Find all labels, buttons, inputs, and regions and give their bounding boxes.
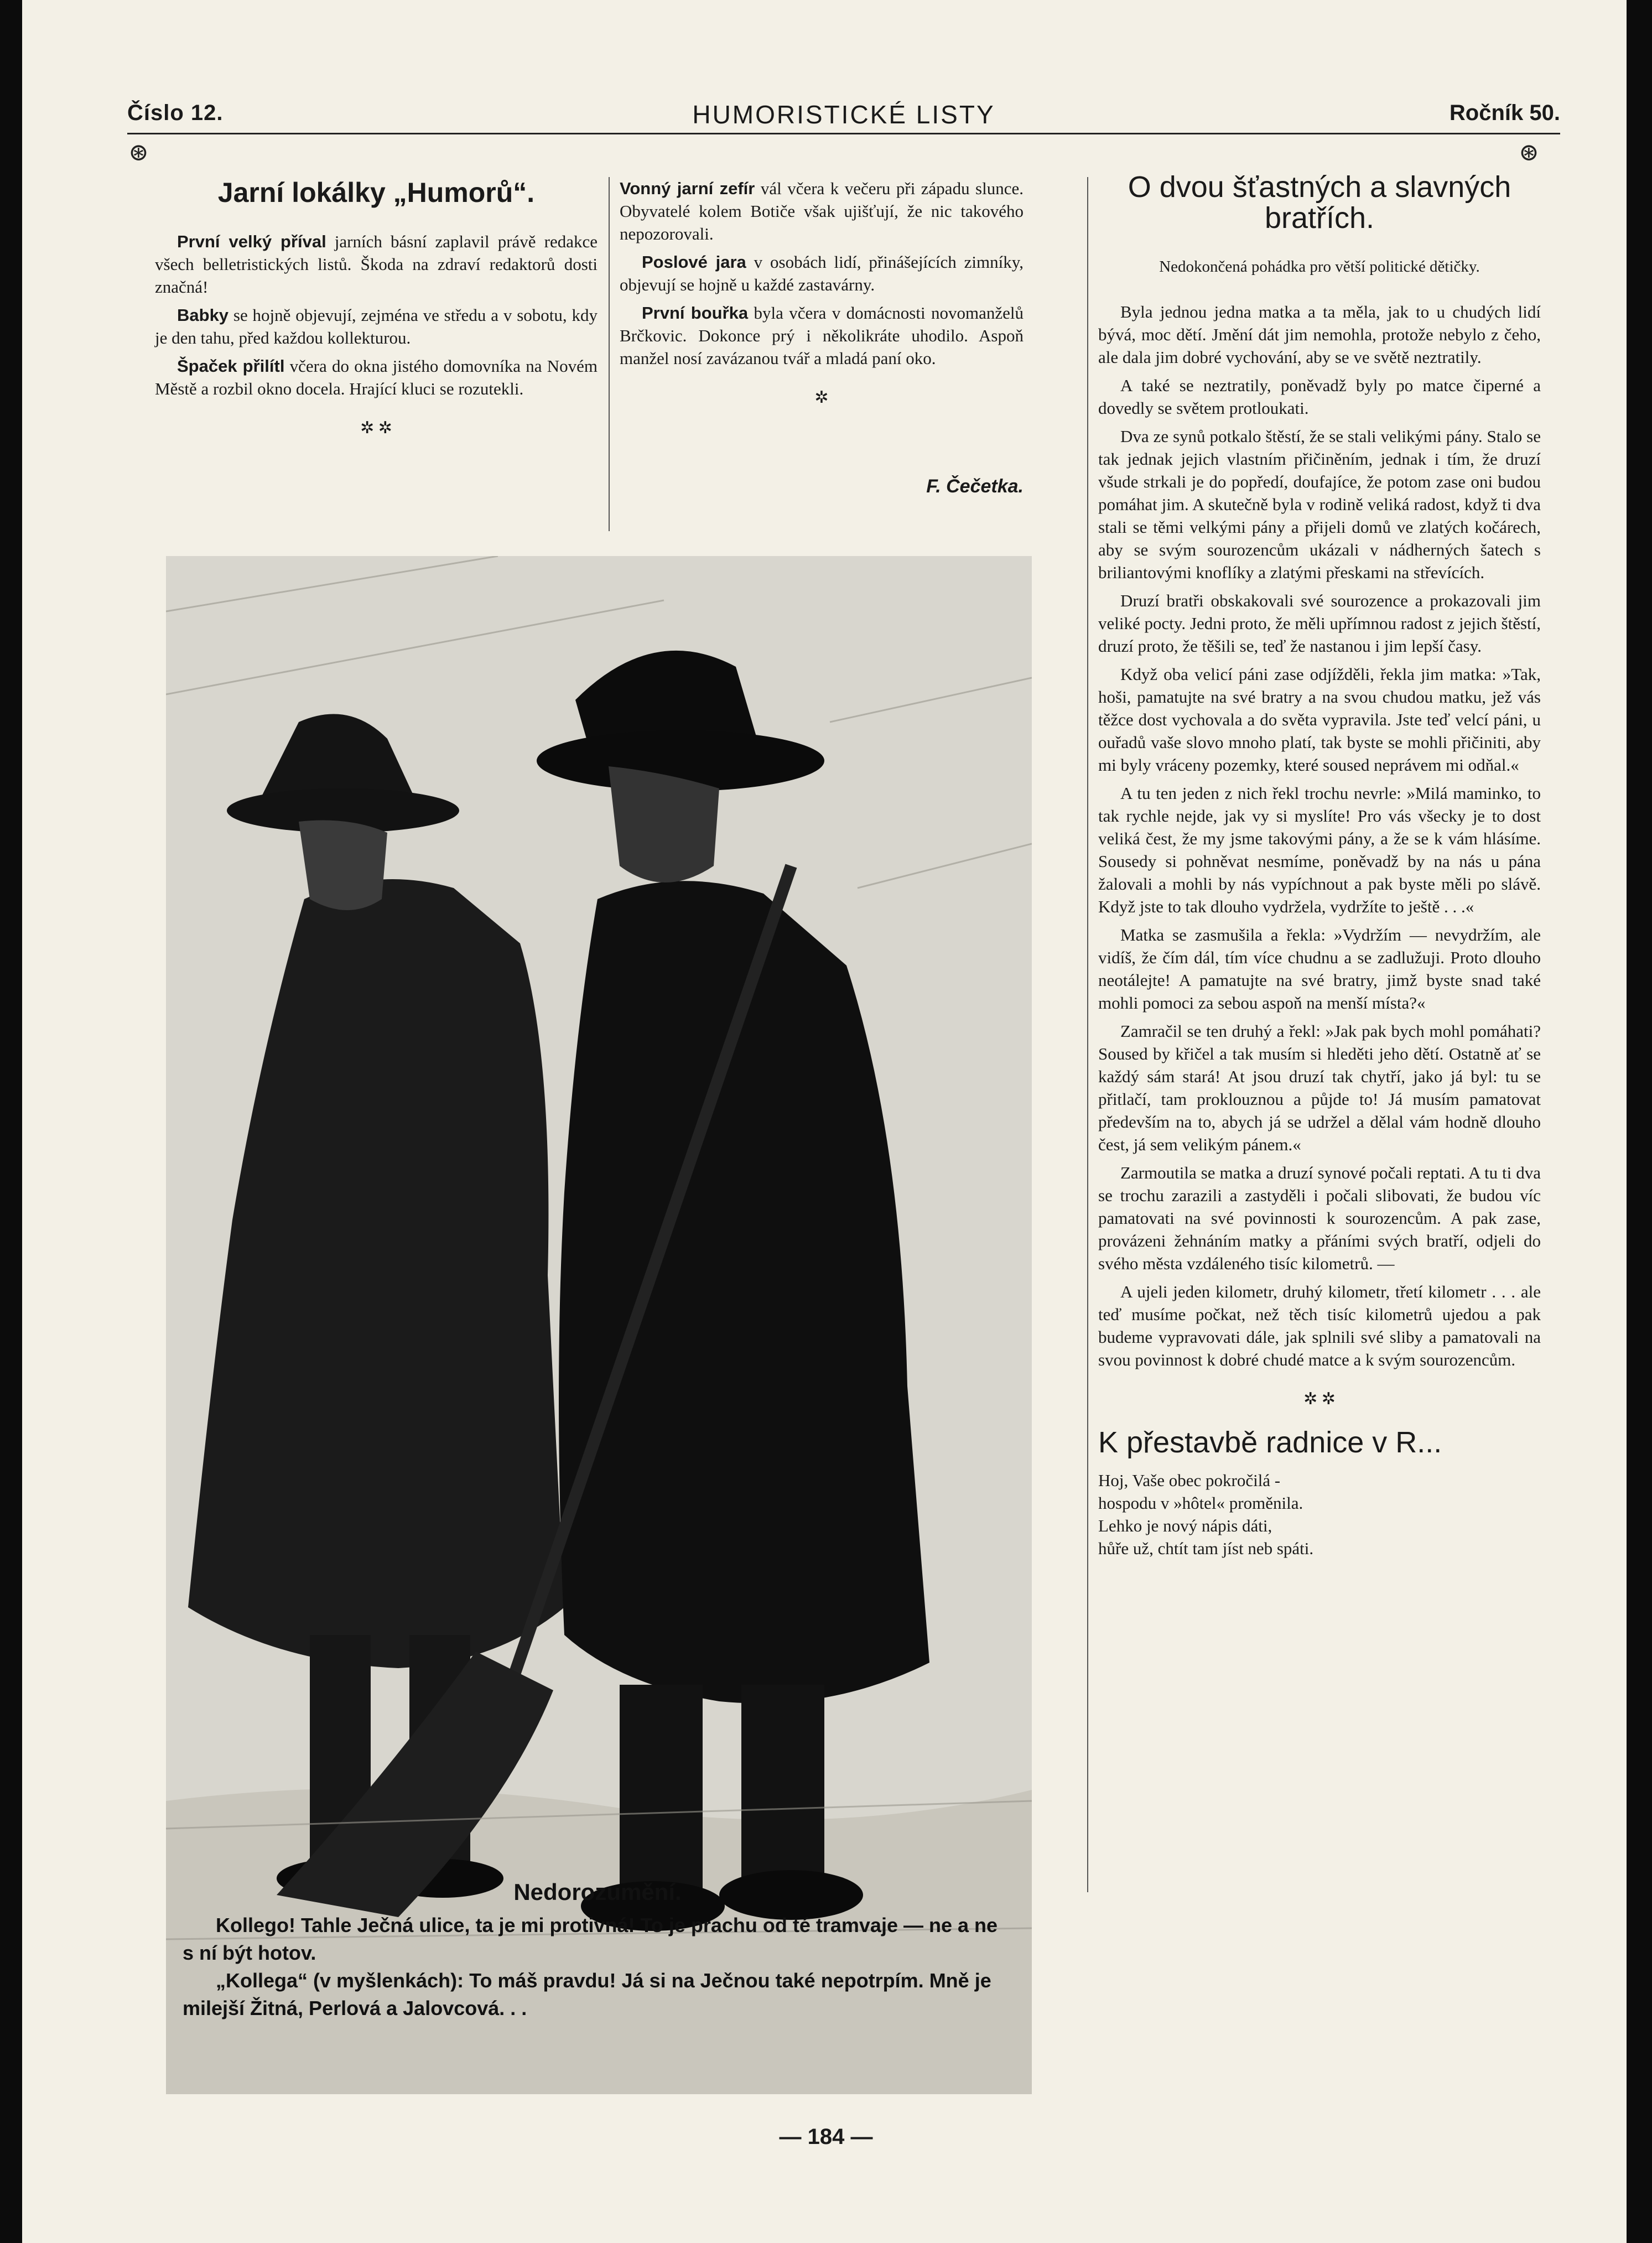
poem-line: hůře už, chtít tam jíst neb spáti. [1098,1539,1314,1558]
news-item: Babky se hojně objevují, zejména ve středu a v sobotu, kdy je den tahu, před každou kollekturou. [155,305,598,347]
cartoon-drawing [166,556,1032,2094]
poem [1098,1469,1541,1560]
news-item: Vonný jarní zefír vál včera k večeru při západu slunce. Obyvatelé kolem Botiče však ujišťují, že nic takového nepozorovali. [620,179,1024,243]
column-fairy-tale [1098,172,1541,1560]
story-paragraph: Dva ze synů potkalo štěstí, že se stali velikými pány. Stalo se tak jednak jejich vlastním přičiněním, jednak i tím, že druzí všude strkali je do popředí, doufajíce, že potom zase oni budou pomáhat jim. A skutečně byla v rodině veliká radost, když ti dva stali se těmi velkými pány a přijeli domů ve zlatých kočárech, aby se svým sourozencům ukázali v nádherných šatech s briliantovými knoflíky a zlatými přeskami na střevících. [1098,427,1541,582]
column-local-news [155,177,598,456]
cartoon-illustration [166,556,1032,2094]
story-paragraph: A tu ten jeden z nich řekl trochu nevrle: »Milá maminko, to tak rychle nejde, jak vy si myslíte! Pro vás všecky je to dost veliká čest, že my jsme takovými pány, a že se k vám hlásíme. Sousedy si pohněvat nesmíme, poněvadž by na nás u pána žalovali a mohli by nás vypíchnout a pak byste měli po slávě. Když jste to tak dlouho vydržela, vydržíte to ještě . . .« [1098,783,1541,916]
poem-title: K přestavbě radnice v R... [1098,1426,1442,1459]
story-title: O dvou šťastných a slavných bratřích. [1128,170,1511,235]
story-paragraph: Matka se zasmušila a řekla: »Vydržím — nevydržím, ale vidíš, že čím dál, tím více chudnu a se zadlužuji. Proto dlouho neotálejte! A pamatujte na své bratry, jimž byste snad také mohli pomoci za sebou aspoň na menší místa?« [1098,925,1541,1013]
separator-star: ✲ [814,388,829,407]
story-paragraph: Zamračil se ten druhý a řekl: »Jak pak bych mohl pomáhati? Soused by křičel a tak musím si hleděti jeho dětí. Ostatně ať se každý sám stará! At jsou druzí tak chytří, jako já byl: tu se přitlačí, tam proklouznou a půjde to! Já musím pamatovat především na to, abych já se udržel a dělal vám hodně dlouho čest, já sem velikým pánem.« [1098,1021,1541,1154]
news-item: První velký příval jarních básní zaplavil právě redakce všech belletristických listů. Škoda na zdraví redaktorů dosti značná! [155,232,598,297]
column-divider [1087,177,1088,1892]
ornament-icon: ⊛ [1519,139,1539,166]
poem-line: hospodu v »hôtel« proměnila. [1098,1493,1303,1513]
caption-line: Kollego! Tahle Ječná ulice, ta je mi protivná! To je prachu od té tramvaje — ne a ne s ní být hotov. [183,1914,998,1964]
page-number: — 184 — [779,2125,873,2149]
column-divider [609,177,610,531]
poem-line: Hoj, Vaše obec pokročilá - [1098,1471,1281,1490]
caption-title: Nedorozumění. [513,1879,682,1905]
author-signature: F. Čečetka. [926,476,1024,497]
publication-title: HUMORISTICKÉ LISTY [692,100,995,129]
news-item: Poslové jara v osobách lidí, přinášejících zimníky, objevují se hojně u každé zastavárny. [620,252,1024,294]
story-paragraph: Zarmoutila se matka a druzí synové počali reptati. A tu ti dva se trochu zarazili a zastyděli i počali slibovati, že budou víc pamatovati na své povinnosti k sourozencům. A pak zase, provázeni žehnáním matky a přáními svých bratří, odjeli do svého města vzdáleného tisíc kilometrů. — [1098,1163,1541,1273]
news-item: První bouřka byla včera v domácnosti novomanželů Brčkovic. Dokonce prý i několikráte uhodilo. Aspoň manžel nosí zavázanou tvář a mladá paní oko. [620,303,1024,368]
story-paragraph: Byla jednou jedna matka a ta měla, jak to u chudých lidí bývá, moc dětí. Jmění dát jim nemohla, protože nebylo z čeho, ale dala jim dobré vychování, aby se ve světě neztratily. [1098,302,1541,367]
story-paragraph: A ujeli jeden kilometr, druhý kilometr, třetí kilometr . . . ale teď musíme počkat, než těch tisíc kilometrů ujedou a pak budeme vypravovati dále, jak splnili své sliby a pamatovali na svou povinnost k dobré chudé matce a k svým sourozencům. [1098,1282,1541,1369]
page-header [127,100,1560,134]
story-paragraph: Druzí bratři obskakovali své sourozence a prokazovali jim veliké pocty. Jedni proto, že měli upřímnou radost z jejich štěstí, druzí proto, že těšili se, teď že nastanou i jim lepší časy. [1098,591,1541,656]
separator-stars: ✲ ✲ [1303,1390,1336,1408]
story-paragraph: Když oba velicí páni zase odjížděli, řekla jim matka: »Tak, hoši, pamatujte na své bratry a na svou chudou matku, jež vás těžce dost vychovala a do světa vypravila. Jste teď velcí páni, u ouřadů vaše slovo mnoho platí, tak byste se mohli přičiniti, aby mi byly vráceny pozemky, které soused neprávem mi odňal.« [1098,664,1541,775]
column-spring-news [620,177,1024,498]
separator-stars: ✲ ✲ [360,419,392,437]
story-subtitle: Nedokončená pohádka pro větší politické dětičky. [1159,258,1480,276]
ornament-icon: ⊛ [128,139,149,166]
section-title: Jarní lokálky „Humorů“. [217,177,535,208]
issue-number: Číslo 12. [127,101,224,125]
cartoon-caption [183,1878,1012,2022]
story-paragraph: A také se neztratily, poněvadž byly po matce čiperné a dovedly se světem protloukati. [1098,376,1541,418]
volume-number: Ročník 50. [1449,101,1560,125]
caption-line: „Kollega“ (v myšlenkách): To máš pravdu! Já si na Ječnou také nepotrpím. Mně je milejší Žitná, Perlová a Jalovcová. . . [183,1969,991,2019]
news-item: Špaček přilítl včera do okna jistého domovníka na Novém Městě a rozbil okno docela. Hrající kluci se rozutekli. [155,356,598,398]
poem-line: Lehko je nový nápis dáti, [1098,1516,1272,1535]
